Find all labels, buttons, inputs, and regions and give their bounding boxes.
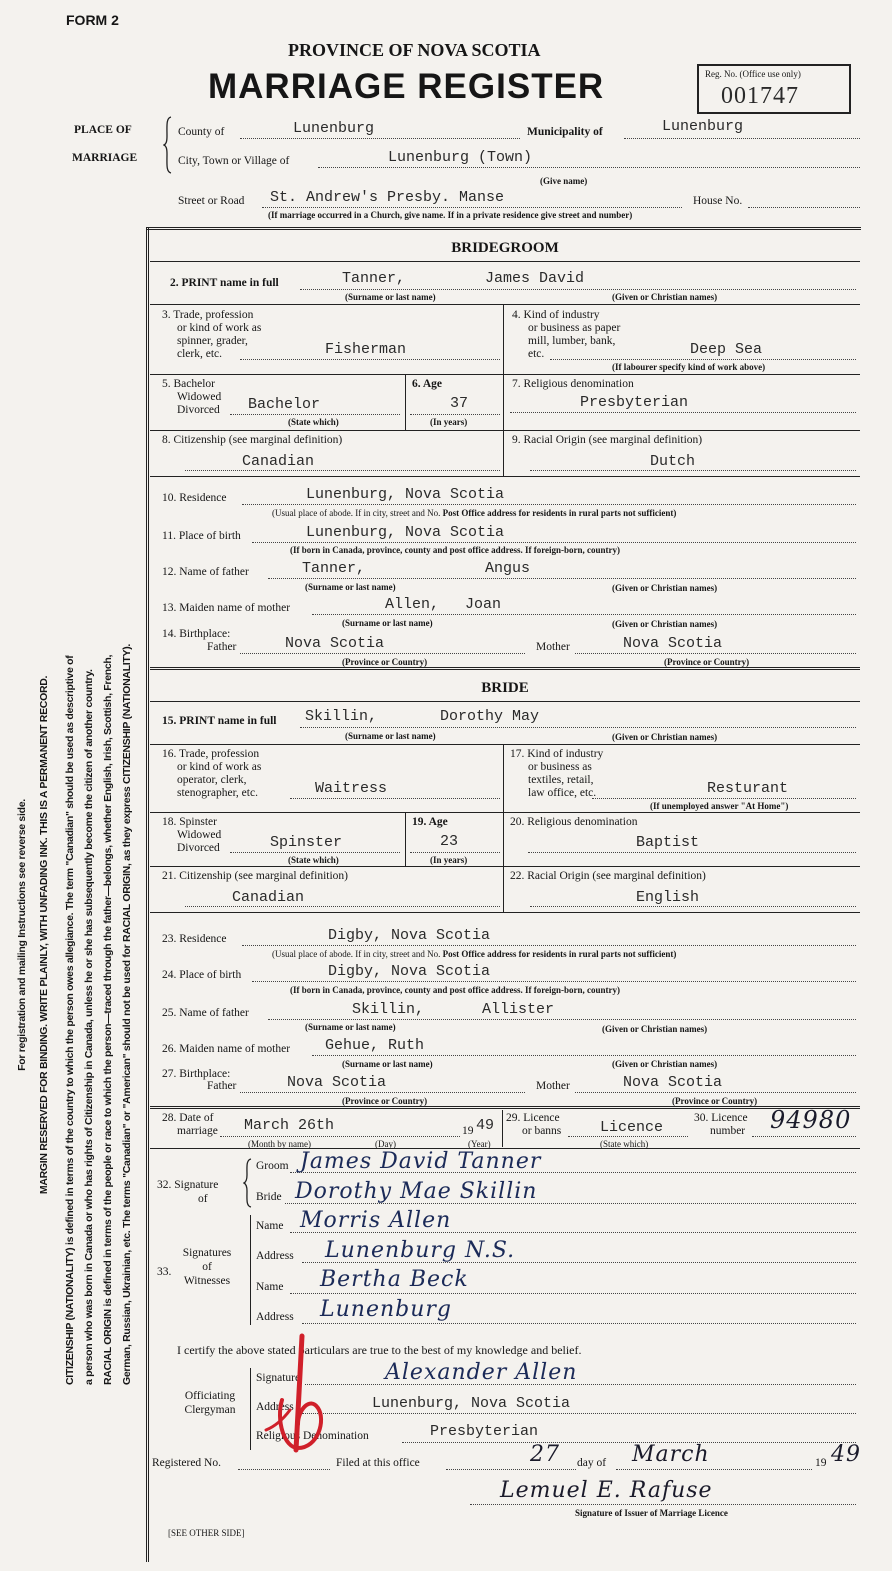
margin-line-2: MARGIN RESERVED FOR BINDING. WRITE PLAINLY, WITH UNFADING INK. THIS IS A PERMANENT RECORD. xyxy=(38,675,50,1195)
bride-mother-name: Gehue, Ruth xyxy=(325,1037,425,1054)
surname-note: (Surname or last name) xyxy=(345,731,436,741)
clergy-denomination: Presbyterian xyxy=(430,1423,539,1440)
f4-label-1: 4. Kind of industry xyxy=(512,309,600,321)
f5-label-3: Divorced xyxy=(177,404,220,416)
bride-citizenship: Canadian xyxy=(232,889,305,906)
form-left-border xyxy=(146,227,149,1562)
city-note: (Give name) xyxy=(540,176,588,186)
f17-note: (If unemployed answer "At Home") xyxy=(650,801,789,811)
f19-label: 19. Age xyxy=(412,816,448,828)
groom-mother-birthplace: Nova Scotia xyxy=(623,635,723,652)
f3-label-1: 3. Trade, profession xyxy=(162,309,254,321)
witness2-name: Bertha Beck xyxy=(320,1267,469,1292)
f17-label-4: law office, etc. xyxy=(528,787,597,799)
f10-label: 10. Residence xyxy=(162,492,227,504)
clergy-label-2: Clergyman xyxy=(184,1404,236,1416)
f12-label: 12. Name of father xyxy=(162,566,249,578)
groom-religion: Presbyterian xyxy=(580,394,689,411)
city-value: Lunenburg (Town) xyxy=(388,149,533,166)
f5-label-2: Widowed xyxy=(177,391,222,403)
place-brace xyxy=(163,116,173,174)
f18-label-1: 18. Spinster xyxy=(162,816,217,828)
state-which-note: (State which) xyxy=(600,1139,649,1149)
licence-or-banns: Licence xyxy=(600,1119,664,1136)
f26-label: 26. Maiden name of mother xyxy=(162,1043,291,1055)
f14-mother-label: Mother xyxy=(536,641,570,653)
residence-note-text: (Usual place of abode. If in city, street and No. xyxy=(272,508,441,518)
bride-residence: Digby, Nova Scotia xyxy=(328,927,491,944)
margin-line-5: RACIAL ORIGIN is defined in terms of the people or race to which the person—traced through the father—belongs, whether English, Irish, Scottish, French, xyxy=(102,654,114,1385)
reg-number: 001747 xyxy=(721,83,799,109)
f20-label: 20. Religious denomination xyxy=(510,816,638,828)
f16-label-1: 16. Trade, profession xyxy=(162,748,260,760)
margin-line-1: For registration and mailing Instructions see reverse side. xyxy=(16,799,28,1071)
f17-label-2: or business as xyxy=(528,761,592,773)
f22-label: 22. Racial Origin (see marginal definition) xyxy=(510,870,706,882)
f2-label: 2. PRINT name in full xyxy=(170,277,279,289)
groom-residence: Lunenburg, Nova Scotia xyxy=(306,486,505,503)
f24-label: 24. Place of birth xyxy=(162,969,242,981)
f14-label: 14. Birthplace: xyxy=(162,628,231,640)
province-note: (Province or Country) xyxy=(342,657,428,667)
f23-label: 23. Residence xyxy=(162,933,227,945)
reg-number-label: Reg. No. (Office use only) xyxy=(705,69,801,79)
residence-note xyxy=(272,949,676,959)
see-other-side: [SEE OTHER SIDE] xyxy=(168,1528,245,1538)
city-label: City, Town or Village of xyxy=(178,155,290,167)
f8-label: 8. Citizenship (see marginal definition) xyxy=(162,434,343,446)
groom-father-surname: Tanner, xyxy=(302,560,366,577)
bride-status: Spinster xyxy=(270,834,343,851)
given-note: (Given or Christian names) xyxy=(612,1059,718,1069)
f29-label-1: 29. Licence xyxy=(506,1112,560,1124)
filed-label: Filed at this office xyxy=(336,1457,420,1469)
f29-label-2: or banns xyxy=(522,1125,562,1137)
residence-note-text: (Usual place of abode. If in city, street and No. xyxy=(272,949,441,959)
clergy-sig-label: Signature xyxy=(256,1372,301,1384)
signature-brace xyxy=(243,1158,253,1208)
certify-statement: I certify the above stated particulars are true to the best of my knowledge and belief. xyxy=(177,1343,582,1357)
f4-label-4: etc. xyxy=(528,348,545,360)
municipality-label: Municipality of xyxy=(527,126,603,138)
f25-label: 25. Name of father xyxy=(162,1007,249,1019)
bride-age: 23 xyxy=(440,833,459,850)
issuer-caption: Signature of Issuer of Marriage Licence xyxy=(575,1508,728,1518)
f17-label-1: 17. Kind of industry xyxy=(510,748,604,760)
margin-line-6: German, Russian, Ukrainian, etc. The terms "Canadian" or "American" should not be used for RACIAL ORIGIN, as they express CITIZENSHIP (NATIONALITY). xyxy=(121,643,133,1385)
f32-label-2: of xyxy=(198,1193,208,1205)
red-registrar-mark xyxy=(262,1330,332,1460)
w1-name-label: Name xyxy=(256,1220,284,1232)
filed-day: 27 xyxy=(530,1442,560,1467)
house-no-label: House No. xyxy=(693,195,743,207)
county-value: Lunenburg xyxy=(293,120,375,137)
bride-trade: Waitress xyxy=(315,780,388,797)
street-label: Street or Road xyxy=(178,195,245,207)
f28-label-1: 28. Date of xyxy=(162,1112,214,1124)
day-of-label: day of xyxy=(577,1457,607,1469)
bride-given-names: Dorothy May xyxy=(440,708,540,725)
groom-industry: Deep Sea xyxy=(690,341,763,358)
groom-mother-surname: Allen, xyxy=(385,596,440,613)
f16-label-4: stenographer, etc. xyxy=(177,787,258,799)
in-years-note: (In years) xyxy=(430,417,468,427)
given-note: (Given or Christian names) xyxy=(612,292,718,302)
groom-given-names: James David xyxy=(485,270,585,287)
groom-father-birthplace: Nova Scotia xyxy=(285,635,385,652)
f11-label: 11. Place of birth xyxy=(162,530,241,542)
day-note: (Day) xyxy=(375,1139,396,1149)
f3-label-4: clerk, etc. xyxy=(177,348,223,360)
groom-surname: Tanner, xyxy=(342,270,406,287)
groom-citizenship: Canadian xyxy=(242,453,315,470)
street-note: (If marriage occurred in a Church, give name. If in a private residence give street and number) xyxy=(268,210,633,220)
f3-label-2: or kind of work as xyxy=(177,322,262,334)
w2-address-label: Address xyxy=(256,1311,294,1323)
clergy-address: Lunenburg, Nova Scotia xyxy=(372,1395,571,1412)
marriage-year: 49 xyxy=(476,1117,495,1134)
f16-label-3: operator, clerk, xyxy=(177,774,247,786)
f16-label-2: or kind of work as xyxy=(177,761,262,773)
bride-father-given: Allister xyxy=(482,1001,555,1018)
bride-industry: Resturant xyxy=(707,780,789,797)
clergy-address-label: Address xyxy=(256,1401,294,1413)
w1-address-label: Address xyxy=(256,1250,294,1262)
surname-note: (Surname or last name) xyxy=(345,292,436,302)
groom-mother-given: Joan xyxy=(465,596,502,613)
bridegroom-heading: BRIDEGROOM xyxy=(451,240,559,256)
surname-note: (Surname or last name) xyxy=(342,1059,433,1069)
f3-label-3: spinner, grader, xyxy=(177,335,248,347)
f15-label: 15. PRINT name in full xyxy=(162,715,277,727)
witness2-address: Lunenburg xyxy=(320,1297,452,1322)
f14-father-label: Father xyxy=(207,641,237,653)
margin-line-3: CITIZENSHIP (NATIONALITY) is defined in terms of the country to which the person owes allegiance. The term "Canadian" should be used as descriptive of xyxy=(64,655,76,1385)
filed-year: 49 xyxy=(831,1442,861,1467)
given-note: (Given or Christian names) xyxy=(602,1024,708,1034)
bride-heading: BRIDE xyxy=(481,680,529,696)
bride-mother-birthplace: Nova Scotia xyxy=(623,1074,723,1091)
month-note: (Month by name) xyxy=(248,1139,311,1149)
groom-birthplace: Lunenburg, Nova Scotia xyxy=(306,524,505,541)
f13-label: 13. Maiden name of mother xyxy=(162,602,291,614)
year-prefix: 19 xyxy=(462,1125,474,1137)
province-note: (Province or Country) xyxy=(672,1096,758,1106)
f4-label-3: mill, lumber, bank, xyxy=(528,335,616,347)
f4-label-2: or business as paper xyxy=(528,322,621,334)
f28-label-2: marriage xyxy=(177,1125,218,1137)
marriage-label: MARRIAGE xyxy=(72,152,138,164)
bride-sig-label: Bride xyxy=(256,1191,282,1203)
f27-father-label: Father xyxy=(207,1080,237,1092)
given-note: (Given or Christian names) xyxy=(612,732,718,742)
licence-number: 94980 xyxy=(770,1106,852,1134)
issuer-signature: Lemuel E. Rafuse xyxy=(500,1478,713,1503)
f27-mother-label: Mother xyxy=(536,1080,570,1092)
province-note: (Province or Country) xyxy=(664,657,750,667)
filed-month: March xyxy=(632,1442,710,1467)
groom-sig-label: Groom xyxy=(256,1160,289,1172)
bride-father-birthplace: Nova Scotia xyxy=(287,1074,387,1091)
province-note: (Province or Country) xyxy=(342,1096,428,1106)
bride-surname: Skillin, xyxy=(305,708,378,725)
surname-note: (Surname or last name) xyxy=(342,618,433,628)
place-of-label: PLACE OF xyxy=(74,124,132,136)
residence-note-bold: Post Office address for residents in rural parts not sufficient) xyxy=(442,508,677,518)
registered-no-label: Registered No. xyxy=(152,1457,221,1469)
groom-age: 37 xyxy=(450,395,469,412)
surname-note: (Surname or last name) xyxy=(305,582,396,592)
birth-note: (If born in Canada, province, county and post office address. If foreign-born, country) xyxy=(290,985,621,995)
bride-racial-origin: English xyxy=(636,889,700,906)
county-label: County of xyxy=(178,126,225,138)
f17-label-3: textiles, retail, xyxy=(528,774,594,786)
groom-status: Bachelor xyxy=(248,396,321,413)
birth-note: (If born in Canada, province, county and post office address. If foreign-born, country) xyxy=(290,545,621,555)
marriage-date: March 26th xyxy=(244,1117,335,1134)
witness1-name: Morris Allen xyxy=(300,1208,452,1233)
state-which-note: (State which) xyxy=(288,417,339,427)
clergy-signature: Alexander Allen xyxy=(385,1360,578,1385)
groom-signature: James David Tanner xyxy=(300,1149,542,1174)
state-which-note: (State which) xyxy=(288,855,339,865)
groom-father-given: Angus xyxy=(485,560,531,577)
f33-number: 33. xyxy=(157,1266,172,1278)
year-note: (Year) xyxy=(468,1139,491,1149)
page-title: MARRIAGE REGISTER xyxy=(208,67,605,106)
f6-label: 6. Age xyxy=(412,378,443,390)
f30-label-2: number xyxy=(710,1125,746,1137)
witness1-address: Lunenburg N.S. xyxy=(325,1238,516,1263)
bride-religion: Baptist xyxy=(636,834,700,851)
groom-racial-origin: Dutch xyxy=(650,453,696,470)
clergy-denom-label: Religious Denomination xyxy=(256,1430,369,1442)
f5-label-1: 5. Bachelor xyxy=(162,378,216,390)
clergy-label-1: Officiating xyxy=(184,1390,236,1402)
f7-label: 7. Religious denomination xyxy=(512,378,634,390)
residence-note xyxy=(272,508,676,518)
province-heading: PROVINCE OF NOVA SCOTIA xyxy=(288,40,541,60)
f4-note: (If labourer specify kind of work above) xyxy=(612,362,766,372)
given-note: (Given or Christian names) xyxy=(612,619,718,629)
in-years-note: (In years) xyxy=(430,855,468,865)
w2-name-label: Name xyxy=(256,1281,284,1293)
reg-number-box xyxy=(697,64,851,114)
bride-father-surname: Skillin, xyxy=(352,1001,425,1018)
filed-year-prefix: 19 xyxy=(815,1457,827,1469)
f33-label-2: of xyxy=(202,1261,212,1273)
f21-label: 21. Citizenship (see marginal definition) xyxy=(162,870,348,882)
groom-trade: Fisherman xyxy=(325,341,407,358)
bride-birthplace: Digby, Nova Scotia xyxy=(328,963,491,980)
form-number: FORM 2 xyxy=(66,12,119,28)
f18-label-3: Divorced xyxy=(177,842,220,854)
residence-note-bold: Post Office address for residents in rural parts not sufficient) xyxy=(442,949,677,959)
surname-note: (Surname or last name) xyxy=(305,1022,396,1032)
street-value: St. Andrew's Presby. Manse xyxy=(270,189,505,206)
municipality-value: Lunenburg xyxy=(662,118,744,135)
f30-label-1: 30. Licence xyxy=(694,1112,748,1124)
f33-label-1: Signatures xyxy=(182,1247,232,1259)
f27-label: 27. Birthplace: xyxy=(162,1068,231,1080)
margin-instructions xyxy=(12,285,142,1385)
f9-label: 9. Racial Origin (see marginal definition) xyxy=(512,434,703,446)
f32-label-1: 32. Signature xyxy=(157,1179,219,1191)
bride-signature: Dorothy Mae Skillin xyxy=(295,1179,538,1204)
f33-label-3: Witnesses xyxy=(183,1275,231,1287)
f18-label-2: Widowed xyxy=(177,829,222,841)
margin-line-4: a person who was born in Canada or who has rights of Citizenship in Canada, unless he or she has subsequently become the citizen of another country. xyxy=(83,669,95,1385)
given-note: (Given or Christian names) xyxy=(612,583,718,593)
